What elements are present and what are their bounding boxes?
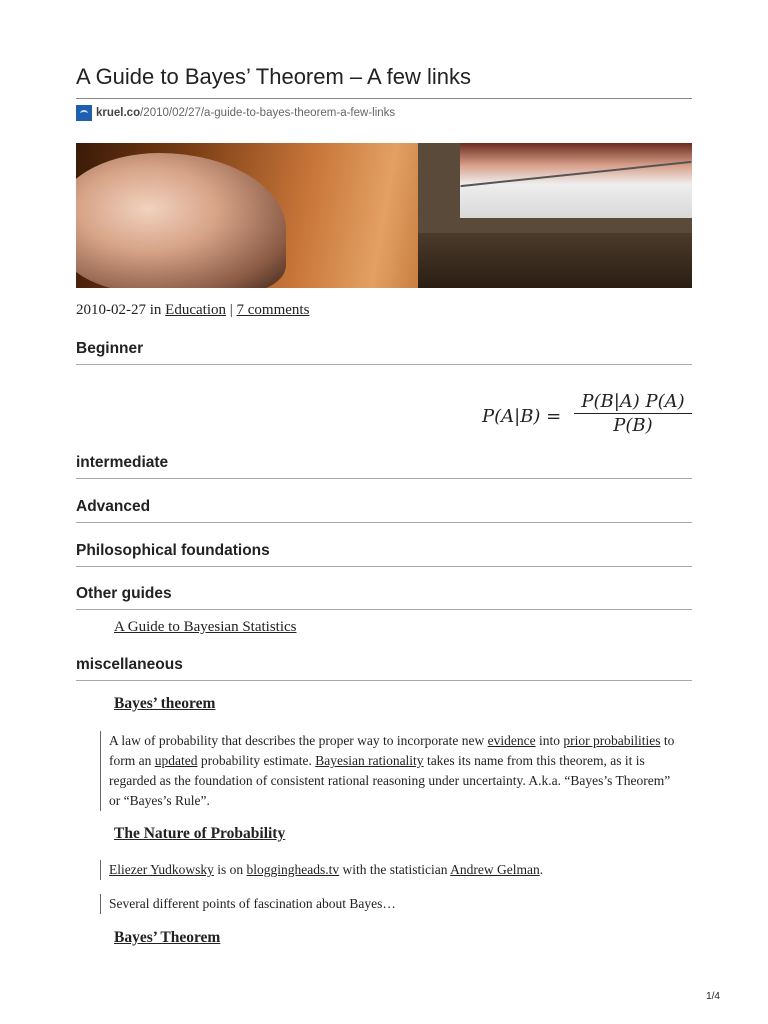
section-heading-miscellaneous: miscellaneous: [76, 656, 692, 681]
section-heading-beginner: Beginner: [76, 340, 692, 365]
updated-link[interactable]: updated: [154, 753, 198, 768]
bayes-formula: [482, 391, 692, 447]
formula-lhs: P(A|B) =: [482, 406, 562, 427]
prior-probabilities-link[interactable]: prior probabilities: [563, 733, 661, 748]
section-heading-philosophical: Philosophical foundations: [76, 542, 692, 567]
category-link[interactable]: Education: [165, 302, 226, 318]
header-photo: [76, 143, 692, 288]
bayesian-statistics-guide-link[interactable]: A Guide to Bayesian Statistics: [114, 619, 297, 635]
nature-quote: Eliezer Yudkowsky is on bloggingheads.tv with the statistician Andrew Gelman.: [100, 860, 683, 880]
post-date: 2010-02-27: [76, 302, 146, 318]
bloggingheads-link[interactable]: bloggingheads.tv: [246, 862, 340, 877]
section-heading-advanced: Advanced: [76, 498, 692, 523]
bayes-theorem-quote: A law of probability that describes the proper way to incorporate new evidence into prior probabilities to form an updated probability estimate. Bayesian rationality takes its name from this theorem, as it is regarded as the foundation of consistent rational reasoning under uncertainty. A.k.a. “Bayes’s Theorem” or “Bayes’s Rule”.: [100, 731, 683, 811]
source-domain[interactable]: kruel.co: [96, 107, 141, 119]
formula-numerator: P(B|A) P(A): [574, 391, 692, 414]
evidence-link[interactable]: evidence: [487, 733, 536, 748]
formula-denominator: P(B): [613, 415, 653, 436]
site-favicon-icon: [76, 105, 92, 121]
formula-fraction: [574, 391, 692, 436]
bayesian-rationality-link[interactable]: Bayesian rationality: [315, 753, 424, 768]
bayes-theorem-link[interactable]: Bayes’ theorem: [114, 695, 216, 712]
eliezer-yudkowsky-link[interactable]: Eliezer Yudkowsky: [109, 862, 214, 877]
page-title: A Guide to Bayes’ Theorem – A few links: [76, 64, 692, 99]
page-number: 1/4: [706, 991, 720, 1002]
post-meta: [76, 302, 309, 319]
bayes-theorem-link-2[interactable]: Bayes’ Theorem: [114, 929, 221, 946]
fascination-quote: Several different points of fascination about Bayes…: [100, 894, 683, 914]
nature-of-probability-link[interactable]: The Nature of Probability: [114, 825, 286, 842]
section-heading-other-guides: Other guides: [76, 585, 692, 610]
meta-separator: |: [229, 302, 233, 318]
comments-link[interactable]: 7 comments: [236, 302, 310, 318]
andrew-gelman-link[interactable]: Andrew Gelman: [450, 862, 540, 877]
source-line: [76, 105, 395, 121]
in-word: in: [149, 302, 162, 318]
source-path[interactable]: /2010/02/27/a-guide-to-bayes-theorem-a-few-links: [140, 107, 396, 119]
section-heading-intermediate: intermediate: [76, 454, 692, 479]
